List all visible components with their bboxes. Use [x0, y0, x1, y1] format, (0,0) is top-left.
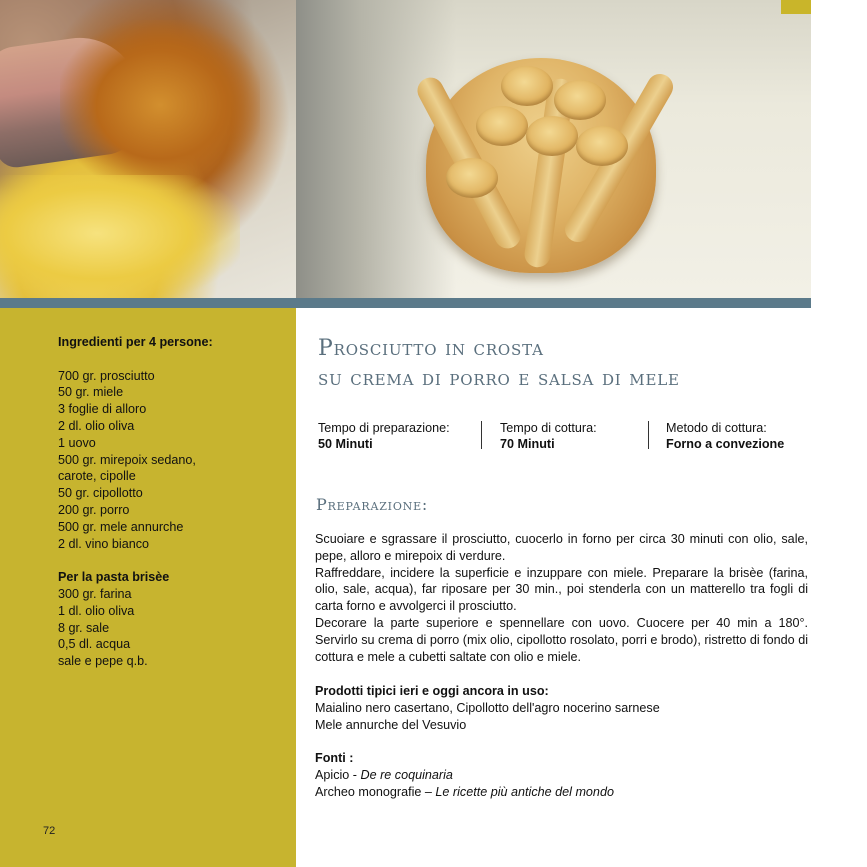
preparation-paragraph: Raffreddare, incidere la superficie e inzuppare con miele. Preparare la brisèe (farina, olio, sale, acqua), far riposare per 30 min., poi stenderla con un matterello tra fogli di carta forno e avvolgerci il prosciutto. [315, 565, 808, 614]
typical-products-line: Mele annurche del Vesuvio [315, 717, 467, 732]
prep-time-value: 50 Minuti [318, 437, 373, 451]
prep-time-label: Tempo di preparazione: [318, 421, 450, 435]
source-item: Archeo monografie – Le ricette più antiche del mondo [315, 784, 614, 799]
pastry-item: 300 gr. farina [58, 586, 132, 601]
preparation-text [315, 531, 808, 665]
typical-products-heading: Prodotti tipici ieri e oggi ancora in uso: [315, 684, 549, 698]
ingredients-list [58, 334, 288, 670]
page-number: 72 [43, 825, 56, 837]
source-item: Apicio - De re coquinaria [315, 767, 453, 782]
pastry-crust [426, 58, 656, 273]
ingredient-item: 500 gr. mele annurche [58, 519, 184, 534]
cook-method-label: Metodo di cottura: [666, 421, 767, 435]
sources-heading: Fonti : [315, 751, 354, 765]
ingredient-item: 1 uovo [58, 435, 96, 450]
dish-photo-plated [0, 0, 296, 298]
preparation-paragraph: Decorare la parte superiore e spennellare con uovo. Cuocere per 40 min a 180°. Servirlo su crema di porro (mix olio, cipollotto rosolato, porri e brodo), ristretto di fondo di cottura e mele a cubetti saltate con olio e miele. [315, 615, 808, 664]
ingredient-item: 500 gr. mirepoix sedano, [58, 452, 196, 467]
sources [315, 750, 808, 800]
prep-time [318, 420, 450, 452]
ingredients-heading: Ingredienti per 4 persone: [58, 335, 213, 349]
pastry-item: 1 dl. olio oliva [58, 603, 135, 618]
recipe-title-line-2: su crema di porro e salsa di mele [318, 366, 680, 391]
ingredient-item: 2 dl. olio oliva [58, 418, 135, 433]
pastry-heading: Per la pasta brisèe [58, 570, 170, 585]
ingredient-item: 700 gr. prosciutto [58, 368, 155, 383]
cook-method [666, 420, 784, 452]
preparation-paragraph: Scuoiare e sgrassare il prosciutto, cuocerlo in forno per circa 30 minuti con olio, sale, pepe, alloro e mirepoix di verdure. [315, 532, 808, 563]
ingredient-item: 3 foglie di alloro [58, 402, 147, 417]
cook-time-label: Tempo di cottura: [500, 421, 597, 435]
cook-time [500, 420, 597, 452]
typical-products-line: Maialino nero casertano, Cipollotto dell'agro nocerino sarnese [315, 700, 660, 715]
recipe-title [318, 334, 808, 394]
ingredient-item: 50 gr. miele [58, 385, 124, 400]
divider-band [0, 298, 811, 308]
meta-separator [648, 421, 649, 449]
recipe-title-line-1: Prosciutto in crosta [318, 336, 544, 361]
meta-separator [481, 421, 482, 449]
ingredient-item: carote, cipolle [58, 469, 136, 484]
preparation-heading: Preparazione: [316, 495, 429, 514]
ingredient-item: 50 gr. cipollotto [58, 486, 143, 501]
cook-time-value: 70 Minuti [500, 437, 555, 451]
pastry-item: 0,5 dl. acqua [58, 637, 131, 652]
typical-products [315, 683, 808, 733]
dish-photo-pastry [296, 0, 811, 298]
ingredient-item: 200 gr. porro [58, 502, 130, 517]
ingredient-item: 2 dl. vino bianco [58, 536, 150, 551]
pastry-item: sale e pepe q.b. [58, 654, 148, 669]
cook-method-value: Forno a convezione [666, 437, 785, 451]
pastry-item: 8 gr. sale [58, 620, 110, 635]
